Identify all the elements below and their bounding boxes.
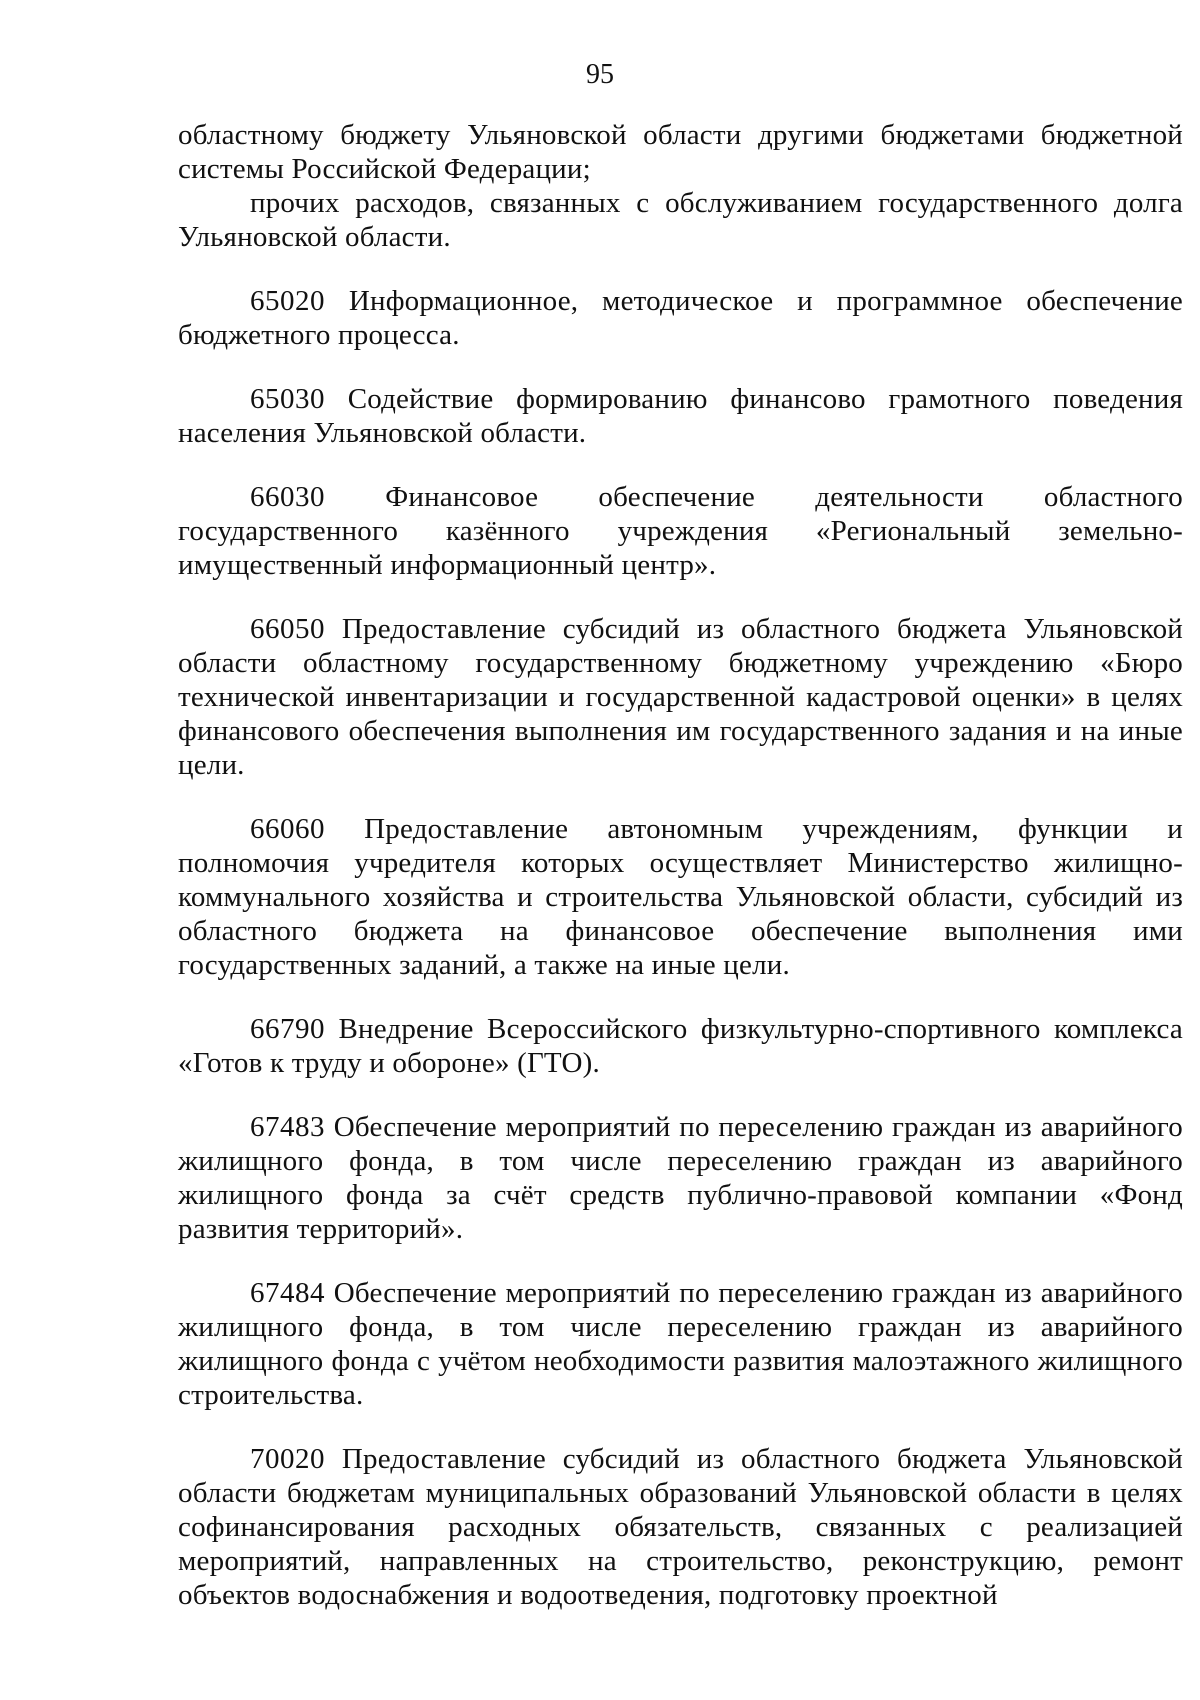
paragraph-66060 [178, 812, 1183, 982]
paragraph-66050 [178, 612, 1183, 782]
paragraph-text: Обеспечение мероприятий по переселению граждан из аварийного жилищного фонда, в том числе переселению граждан из аварийного жилищного фонда с учётом необходимости развития малоэтажного жилищного строительства. [178, 1277, 1183, 1411]
paragraph-text: Предоставление субсидий из областного бюджета Ульяновской области областному государственному бюджетному учреждению «Бюро технической инвентаризации и государственной кадастровой оценки» в целях финансового обеспечения выполнения им государственного задания и на иные цели. [178, 613, 1183, 781]
budget-code: 66060 [250, 813, 325, 845]
paragraph-text: Содействие формированию финансово грамотного поведения населения Ульяновской области. [178, 383, 1184, 449]
budget-code: 65020 [250, 285, 325, 317]
paragraph-67483 [178, 1110, 1183, 1246]
paragraph-text: Обеспечение мероприятий по переселению граждан из аварийного жилищного фонда, в том числе переселению граждан из аварийного жилищного фонда за счёт средств публично-правовой компании «Фонд развития территорий». [178, 1111, 1183, 1245]
paragraph-65030 [178, 382, 1183, 450]
paragraph-text: Информационное, методическое и программное обеспечение бюджетного процесса. [178, 285, 1183, 351]
budget-code: 66790 [250, 1013, 325, 1045]
budget-code: 66030 [250, 481, 325, 513]
paragraph-65020 [178, 284, 1183, 352]
document-body [178, 118, 1183, 1612]
paragraph-66790 [178, 1012, 1183, 1080]
paragraph-text: Внедрение Всероссийского физкультурно-спортивного комплекса «Готов к труду и обороне» (ГТО). [178, 1013, 1183, 1079]
budget-code: 65030 [250, 383, 325, 415]
budget-code: 67483 [250, 1111, 325, 1143]
budget-code: 70020 [250, 1443, 325, 1475]
budget-code: 67484 [250, 1277, 325, 1309]
paragraph-text: Предоставление субсидий из областного бюджета Ульяновской области бюджетам муниципальных образований Ульяновской области в целях софинансирования расходных обязательств, связанных с реализацией мероприятий, направленных на строительство, реконструкцию, ремонт объектов водоснабжения и водоотведения, подготовку проектной [178, 1443, 1183, 1611]
budget-code: 66050 [250, 613, 325, 645]
page-number: 95 [586, 59, 614, 90]
paragraph-66030 [178, 480, 1183, 582]
paragraph-text: Финансовое обеспечение деятельности областного государственного казённого учреждения «Региональный земельно-имущественный информационный центр». [178, 481, 1184, 581]
paragraph-text: прочих расходов, связанных с обслуживанием государственного долга Ульяновской области. [178, 187, 1183, 253]
paragraph-text: Предоставление автономным учреждениям, функции и полномочия учредителя которых осуществляет Министерство жилищно-коммунального хозяйства и строительства Ульяновской области, субсидий из областного бюджета на финансовое обеспечение выполнения ими государственных заданий, а также на иные цели. [178, 813, 1183, 981]
paragraph-67484 [178, 1276, 1183, 1412]
paragraph-text: областному бюджету Ульяновской области другими бюджетами бюджетной системы Российской Федерации; [178, 119, 1183, 185]
paragraph-budget-systems [178, 118, 1183, 186]
paragraph-other-expenses [178, 186, 1183, 254]
paragraph-70020 [178, 1442, 1183, 1612]
